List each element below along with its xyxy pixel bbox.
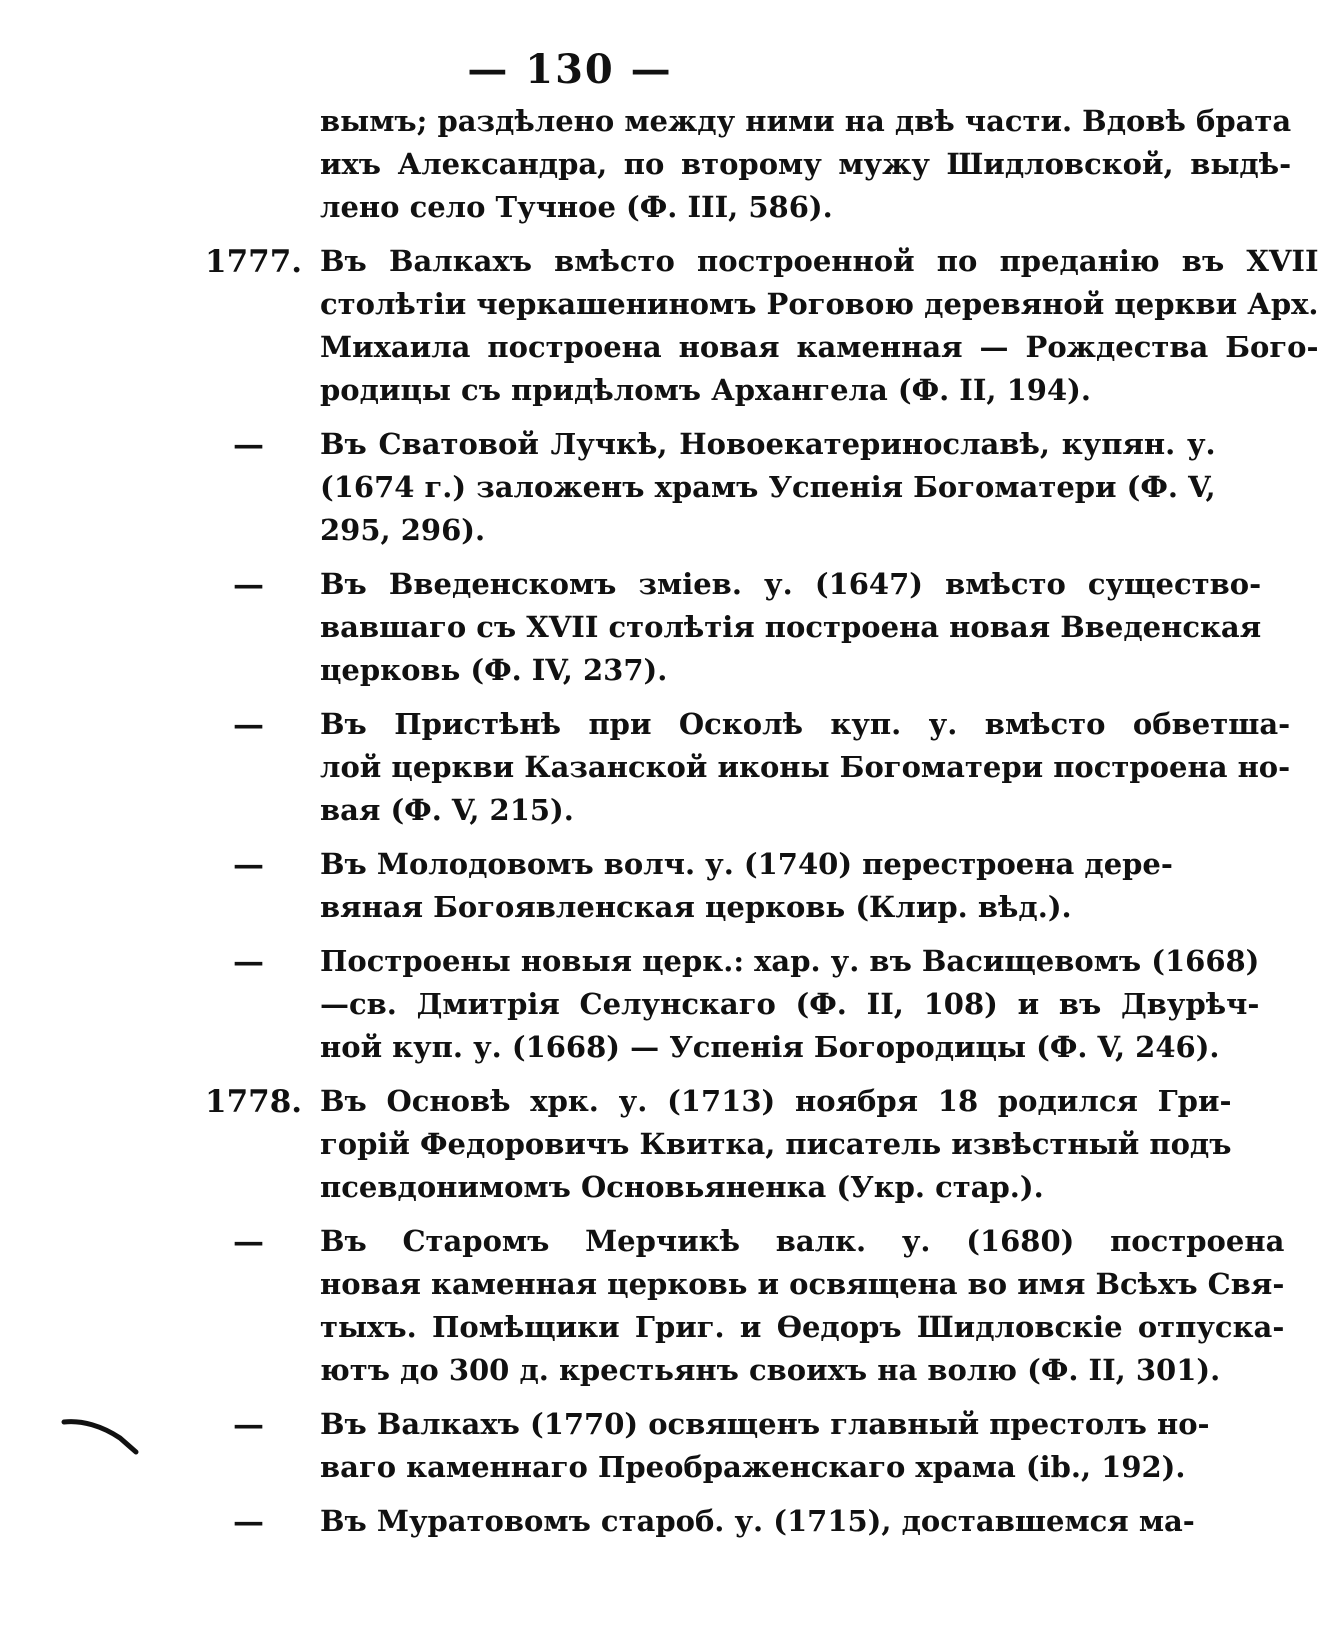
text-line: тыхъ. Помѣщики Григ. и Ѳедоръ Шидловскіе отпуска- [320, 1310, 1285, 1344]
text-line: лено село Тучное (Ф. III, 586). [320, 190, 833, 224]
text-line: Въ Пристѣнѣ при Осколѣ куп. у. вмѣсто обветша- [320, 707, 1291, 741]
entry [205, 240, 1319, 412]
entry [205, 843, 1173, 929]
text-line: ной куп. у. (1668) — Успенія Богородицы (Ф. V, 246). [320, 1030, 1220, 1064]
entry-marker: — [233, 567, 264, 603]
entry-text [320, 940, 1259, 1069]
text-line: Въ Сватовой Лучкѣ, Новоекатеринославѣ, купян. у. [320, 427, 1216, 461]
entry-text [320, 240, 1319, 412]
text-line: родицы съ придѣломъ Архангела (Ф. II, 194). [320, 373, 1091, 407]
text-line: вавшаго съ XVII столѣтія построена новая Введенская [320, 610, 1262, 644]
text-line: —св. Дмитрія Селунскаго (Ф. II, 108) и въ Двурѣч- [320, 987, 1260, 1021]
entry-text [320, 1220, 1284, 1392]
text-line: Построены новыя церк.: хар. у. въ Васищевомъ (1668) [320, 944, 1260, 978]
text-line: Въ Старомъ Мерчикѣ валк. у. (1680) построена [320, 1224, 1285, 1258]
entry [205, 1403, 1210, 1489]
text-line: 295, 296). [320, 513, 486, 547]
entry [205, 100, 1292, 229]
text-line: церковь (Ф. IV, 237). [320, 653, 668, 687]
text-line: ютъ до 300 д. крестьянъ своихъ на волю (Ф. II, 301). [320, 1353, 1221, 1387]
text-line: псевдонимомъ Основьяненка (Укр. стар.). [320, 1170, 1044, 1204]
entry-text [320, 563, 1261, 692]
entry-marker: 1778. [205, 1084, 303, 1120]
entry-marker: — [233, 1504, 264, 1540]
text-line: столѣтіи черкашениномъ Роговою деревяной церкви Арх. [320, 287, 1319, 321]
page-number: — 130 — [467, 46, 673, 93]
entry [205, 1500, 1195, 1544]
entry-text [320, 1500, 1195, 1544]
text-line: вымъ; раздѣлено между ними на двѣ части. Вдовѣ брата [320, 104, 1292, 138]
entry-marker: — [233, 1407, 264, 1443]
text-line: Въ Валкахъ (1770) освященъ главный престолъ но- [320, 1407, 1210, 1441]
entry-marker: 1777. [205, 244, 303, 280]
text-line: Въ Основѣ хрк. у. (1713) ноября 18 родился Гри- [320, 1084, 1232, 1118]
entry-marker: — [233, 707, 264, 743]
entry-text [320, 843, 1173, 929]
entry [205, 423, 1216, 552]
entry-marker: — [233, 847, 264, 883]
entry [205, 940, 1260, 1069]
entry [205, 563, 1262, 692]
text-line: Въ Валкахъ вмѣсто построенной по преданію въ XVII [320, 244, 1319, 278]
entry-marker: — [233, 1224, 264, 1260]
text-line: ваго каменнаго Преображенскаго храма (ib., 192). [320, 1450, 1186, 1484]
entry-text [320, 423, 1216, 552]
entry [205, 703, 1291, 832]
entry-marker: — [233, 944, 264, 980]
text-line: лой церкви Казанской иконы Богоматери построена но- [320, 750, 1291, 784]
text-line: Въ Введенскомъ зміев. у. (1647) вмѣсто существо- [320, 567, 1262, 601]
text-line: Въ Молодовомъ волч. у. (1740) перестроена дере- [320, 847, 1173, 881]
entries-list [205, 100, 1319, 1555]
text-line: ихъ Александра, по второму мужу Шидловской, выдѣ- [320, 147, 1292, 181]
entry [205, 1220, 1285, 1392]
text-line: вяная Богоявленская церковь (Клир. вѣд.). [320, 890, 1072, 924]
entry-text [320, 1080, 1232, 1209]
ink-stroke-mark [62, 1418, 142, 1458]
entry-marker [205, 100, 320, 229]
text-line: горій Федоровичъ Квитка, писатель извѣстный подъ [320, 1127, 1232, 1161]
text-line: Въ Муратовомъ староб. у. (1715), доставшемся ма- [320, 1504, 1195, 1538]
entry-text [320, 100, 1291, 229]
entry [205, 1080, 1232, 1209]
text-line: (1674 г.) заложенъ храмъ Успенія Богоматери (Ф. V, [320, 470, 1216, 504]
text-line: новая каменная церковь и освящена во имя Всѣхъ Свя- [320, 1267, 1285, 1301]
entry-text [320, 1403, 1210, 1489]
text-line: Михаила построена новая каменная — Рождества Бого- [320, 330, 1319, 364]
entry-marker: — [233, 427, 264, 463]
entry-text [320, 703, 1290, 832]
text-line: вая (Ф. V, 215). [320, 793, 574, 827]
